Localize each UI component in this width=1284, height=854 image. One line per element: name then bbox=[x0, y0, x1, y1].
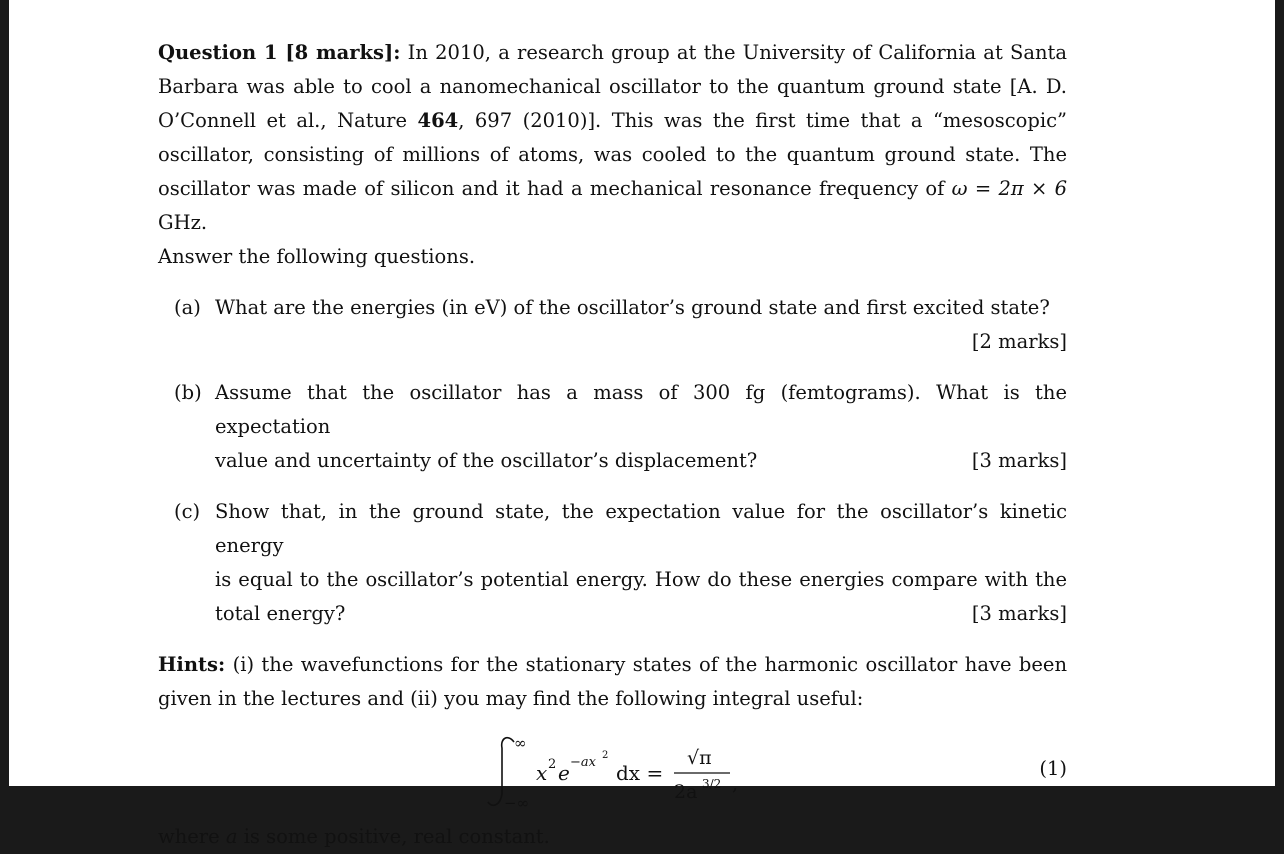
part-c-label: (c) bbox=[174, 500, 201, 523]
differential: dx = bbox=[616, 761, 664, 785]
part-a-marks: [2 marks] bbox=[971, 330, 1067, 353]
exp-power-sq: 2 bbox=[602, 750, 609, 761]
part-a bbox=[158, 291, 1067, 359]
part-c: (c) Show that, in the ground state, the expectation value for the oscillator’s kinetic energy is equal to the oscillator’s potential energy. How do these energies compare with the total energy? [3 marks] bbox=[158, 495, 1067, 631]
question-heading: Question 1 [8 marks]: bbox=[158, 41, 401, 64]
exp-power: −ax bbox=[570, 755, 596, 770]
document-page bbox=[9, 0, 1275, 848]
integrand-power: 2 bbox=[548, 757, 557, 772]
closing-sentence: where a is some positive, real constant. bbox=[158, 825, 550, 848]
fraction-numerator: √π bbox=[687, 747, 712, 769]
part-b-label: (b) bbox=[174, 381, 202, 404]
exp-base: e bbox=[558, 761, 570, 785]
part-c-text: Show that, in the ground state, the expectation value for the oscillator’s kinetic energy bbox=[215, 500, 1067, 557]
denominator-power: 3/2 bbox=[702, 777, 722, 791]
question-intro: Question 1 [8 marks]: In 2010, a research group at the University of California at Santa Barbara was able to cool a nanomechanical oscillator to the quantum ground state [A. D. O’Connell et al., Nature 464, 697 (2010)]. This was the first time that a “mesoscopic” oscillator, consisting of millions of atoms, was cooled to the quantum ground state. The oscillator was made of silicon and it had a mechanical resonance frequency of ω = 2π × 6 GHz. Answer the following questions. bbox=[158, 41, 1068, 268]
question-content bbox=[158, 36, 1067, 854]
hints: Hints: (i) the wavefunctions for the stationary states of the harmonic oscillator have been given in the lectures and (ii) you may find the following integral useful: bbox=[158, 653, 1067, 710]
integrand-base: x bbox=[536, 761, 548, 785]
constant-a: a bbox=[225, 825, 238, 848]
frequency-expression: ω = 2π × 6 bbox=[951, 177, 1067, 200]
equation-comma: , bbox=[732, 773, 739, 795]
part-b-text: Assume that the oscillator has a mass of 300 fg (femtograms). What is the expectation bbox=[215, 381, 1067, 438]
fraction-denominator: 2a bbox=[674, 781, 698, 803]
upper-limit: ∞ bbox=[514, 734, 527, 752]
integral-equation bbox=[158, 728, 1067, 810]
part-b-marks: [3 marks] bbox=[971, 449, 1067, 472]
part-a-label: (a) bbox=[174, 296, 201, 319]
volume-number: 464 bbox=[417, 109, 459, 132]
part-b: (b) Assume that the oscillator has a mass of 300 fg (femtograms). What is the expectation value and uncertainty of the oscillator’s displacement? [3 marks] bbox=[158, 376, 1067, 478]
hints-heading: Hints: bbox=[158, 653, 226, 676]
equation-number: (1) bbox=[1039, 757, 1067, 780]
part-c-marks: [3 marks] bbox=[971, 602, 1067, 625]
part-a-text: What are the energies (in eV) of the oscillator’s ground state and first excited state? bbox=[215, 296, 1050, 319]
integral-formula bbox=[478, 728, 748, 810]
lower-limit: −∞ bbox=[504, 794, 530, 810]
